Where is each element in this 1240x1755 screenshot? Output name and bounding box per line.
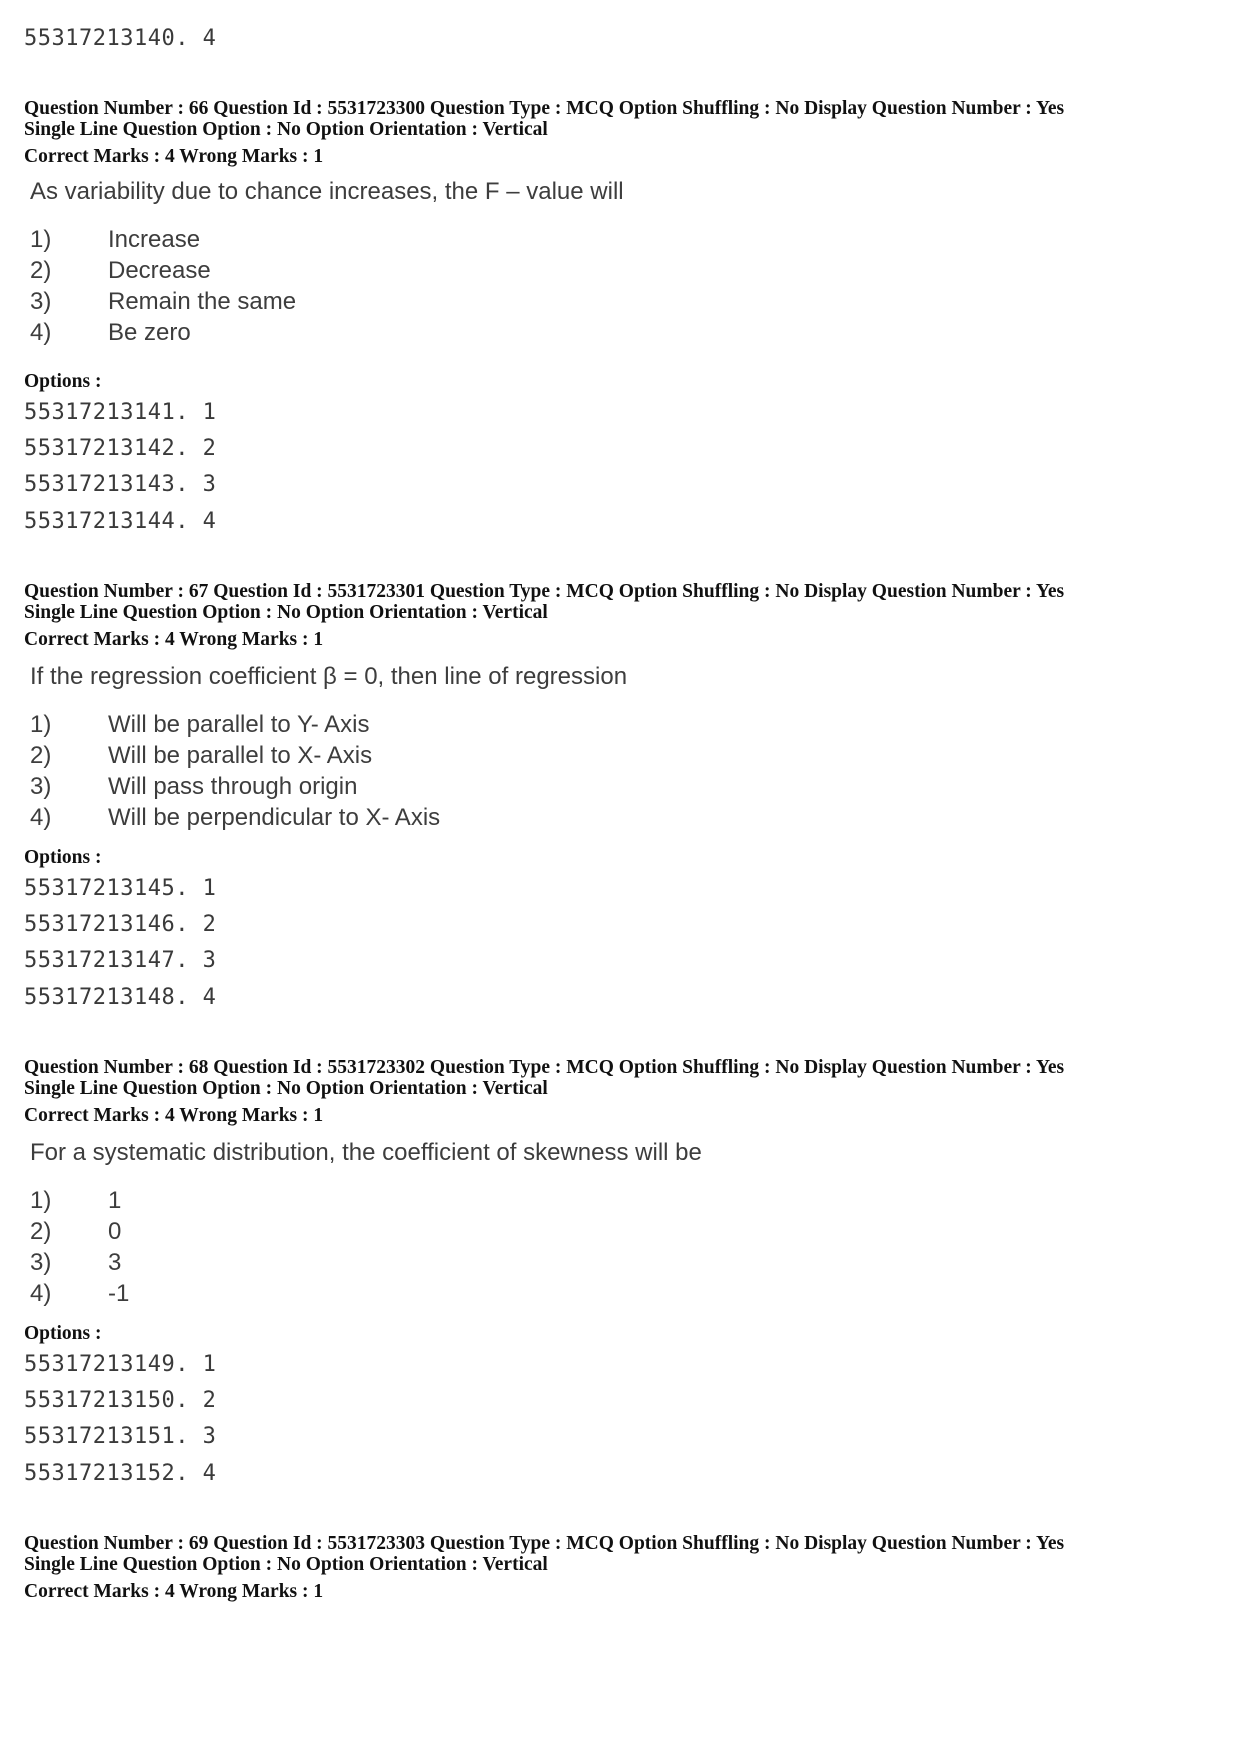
question-68-marks: Correct Marks : 4 Wrong Marks : 1 bbox=[24, 1105, 324, 1126]
choice-text: Will pass through origin bbox=[108, 773, 358, 800]
choice-text: Will be parallel to Y- Axis bbox=[108, 711, 370, 738]
choice-number: 1) bbox=[30, 226, 52, 253]
question-69-meta-line2: Single Line Question Option : No Option Orientation : Vertical bbox=[24, 1554, 548, 1575]
choice-number: 4) bbox=[30, 1280, 52, 1307]
question-67-options-label: Options : bbox=[24, 847, 102, 868]
question-66-option-id: 55317213142. 2 bbox=[24, 436, 217, 461]
question-68-text: For a systematic distribution, the coefficient of skewness will be bbox=[30, 1139, 702, 1166]
question-68-option-id: 55317213151. 3 bbox=[24, 1424, 217, 1449]
question-66-option-id: 55317213143. 3 bbox=[24, 472, 217, 497]
choice-number: 3) bbox=[30, 288, 52, 315]
choice-text: Be zero bbox=[108, 319, 191, 346]
choice-number: 3) bbox=[30, 1249, 52, 1276]
previous-option-line: 55317213140. 4 bbox=[24, 26, 217, 51]
question-66-text: As variability due to chance increases, the F – value will bbox=[30, 178, 624, 205]
question-67-meta-line1: Question Number : 67 Question Id : 5531723301 Question Type : MCQ Option Shuffling : No Display Question Number : Yes bbox=[24, 581, 1065, 602]
question-67-option-id: 55317213146. 2 bbox=[24, 912, 217, 937]
choice-text: -1 bbox=[108, 1280, 130, 1307]
choice-number: 2) bbox=[30, 1218, 52, 1245]
question-68-option-id: 55317213150. 2 bbox=[24, 1388, 217, 1413]
question-67-option-id: 55317213147. 3 bbox=[24, 948, 217, 973]
choice-number: 4) bbox=[30, 804, 52, 831]
choice-text: Decrease bbox=[108, 257, 211, 284]
question-66-option-id: 55317213144. 4 bbox=[24, 509, 217, 534]
question-67-marks: Correct Marks : 4 Wrong Marks : 1 bbox=[24, 629, 324, 650]
choice-number: 2) bbox=[30, 257, 52, 284]
question-68-options-label: Options : bbox=[24, 1323, 102, 1344]
question-66-options-label: Options : bbox=[24, 371, 102, 392]
choice-text: 0 bbox=[108, 1218, 122, 1245]
question-67-meta-line2: Single Line Question Option : No Option Orientation : Vertical bbox=[24, 602, 548, 623]
choice-text: Remain the same bbox=[108, 288, 297, 315]
choice-number: 4) bbox=[30, 319, 52, 346]
choice-text: 1 bbox=[108, 1187, 122, 1214]
question-66-option-id: 55317213141. 1 bbox=[24, 400, 217, 425]
choice-number: 1) bbox=[30, 711, 52, 738]
choice-text: Will be parallel to X- Axis bbox=[108, 742, 373, 769]
question-66-marks: Correct Marks : 4 Wrong Marks : 1 bbox=[24, 146, 324, 167]
question-68-meta-line2: Single Line Question Option : No Option Orientation : Vertical bbox=[24, 1078, 548, 1099]
question-68-option-id: 55317213152. 4 bbox=[24, 1461, 217, 1486]
question-66-meta-line1: Question Number : 66 Question Id : 5531723300 Question Type : MCQ Option Shuffling : No Display Question Number : Yes bbox=[24, 98, 1065, 119]
question-69-marks: Correct Marks : 4 Wrong Marks : 1 bbox=[24, 1581, 324, 1602]
choice-number: 3) bbox=[30, 773, 52, 800]
choice-text: Will be perpendicular to X- Axis bbox=[108, 804, 441, 831]
question-67-text: If the regression coefficient β = 0, then line of regression bbox=[30, 663, 628, 690]
question-67-option-id: 55317213145. 1 bbox=[24, 876, 217, 901]
question-69-meta-line1: Question Number : 69 Question Id : 5531723303 Question Type : MCQ Option Shuffling : No Display Question Number : Yes bbox=[24, 1533, 1065, 1554]
question-68-meta-line1: Question Number : 68 Question Id : 5531723302 Question Type : MCQ Option Shuffling : No Display Question Number : Yes bbox=[24, 1057, 1065, 1078]
choice-number: 1) bbox=[30, 1187, 52, 1214]
choice-text: Increase bbox=[108, 226, 201, 253]
choice-number: 2) bbox=[30, 742, 52, 769]
question-68-option-id: 55317213149. 1 bbox=[24, 1352, 217, 1377]
question-66-meta-line2: Single Line Question Option : No Option Orientation : Vertical bbox=[24, 119, 548, 140]
question-67-option-id: 55317213148. 4 bbox=[24, 985, 217, 1010]
choice-text: 3 bbox=[108, 1249, 122, 1276]
